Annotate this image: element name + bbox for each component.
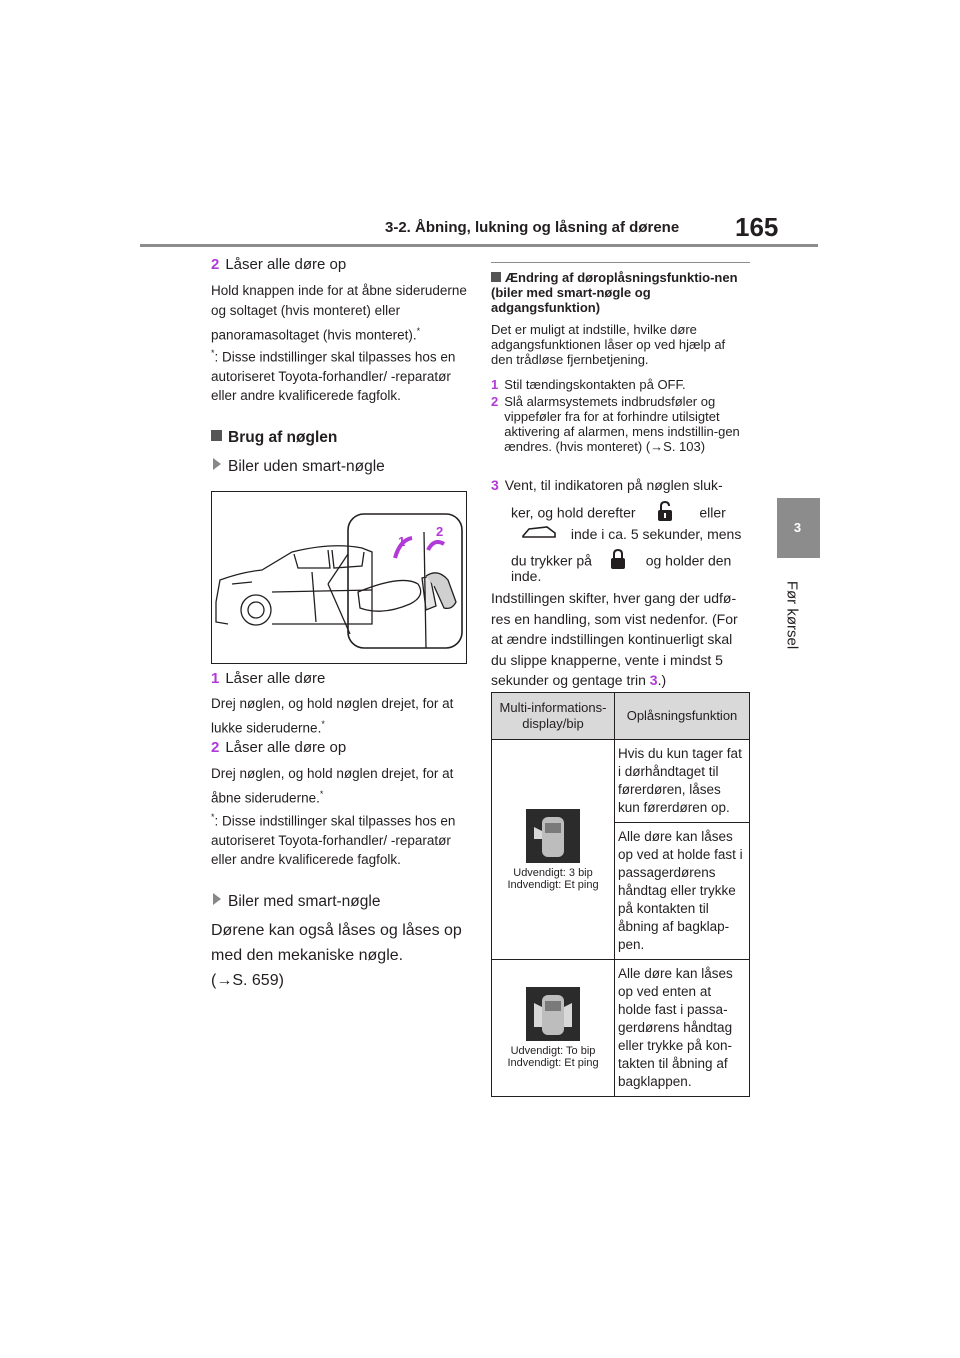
table-cell-display-1: Udvendigt: 3 bip Indvendigt: Et ping (492, 740, 615, 960)
right-intro: Det er muligt at indstille, hvilke døre adgangsfunktionen låser op ved hjælp af den trådløse fjernbetjening. (491, 322, 726, 367)
right-step-2: 2 Slå alarmsystemets indbrudsføler og vippeføler fra for at forhindre utilsigtet aktivering af alarmen, mens indstillin-gen ændres. (hvis monteret) (→S. 103) (491, 394, 740, 454)
footnote-1: *: Disse indstillinger skal tilpasses hos en autoriseret Toyota-forhandler/ -reparatør eller andre kvalificerede fagfolk. (211, 348, 456, 403)
page-number: 165 (735, 212, 779, 242)
table-header-function: Oplåsningsfunktion (615, 693, 750, 740)
car-display-icon-1 (526, 809, 580, 863)
right-step-1: 1 Stil tændingskontakten på OFF. (491, 377, 686, 392)
smart-key-text: Dørene kan også låses og låses op med den mekaniske nøgle. (→S. 659) (211, 922, 462, 989)
heading-use-key: Brug af nøglen (211, 429, 337, 447)
key-turn-illustration (211, 491, 467, 664)
car-door-key-svg (212, 492, 466, 663)
subheading-no-smart-key: Biler uden smart-nøgle (213, 458, 385, 476)
subheading-smart-key: Biler med smart-nøgle (213, 893, 380, 911)
chapter-tab-line (818, 498, 820, 558)
step-2b-unlock: 2 Låser alle døre op (211, 739, 347, 756)
step-2-unlock: 2 Låser alle døre op (211, 256, 347, 273)
step-2b-description: Drej nøglen, og hold nøglen drejet, for at åbne sideruderne.* (211, 766, 454, 806)
step-1-description: Drej nøglen, og hold nøglen drejet, for at lukke sideruderne.* (211, 696, 454, 736)
unlock-settings-table (491, 692, 750, 1097)
figure-label-1: 1 (398, 534, 406, 549)
table-cell-function-1a: Hvis du kun tager fat i dørhåndtaget til førerdøren, låses kun førerdøren op. (615, 740, 750, 823)
table-cell-function-2: Alle døre kan låses op ved enten at holde fast i passa-gerdørens håndtag eller trykke på kon-takten til åbning af bagklappen. (615, 960, 750, 1097)
table-header-display: Multi-informations-display/bip (492, 693, 615, 740)
step-3-line-2: ker, og hold derefter eller (511, 500, 726, 528)
step-3-line-3: inde i ca. 5 sekunder, mens (511, 524, 741, 546)
heading-unlock-function: Ændring af døroplåsningsfunktio-nen (biler med smart-nøgle og adgangsfunktion) (491, 270, 738, 315)
lock-button-icon (610, 548, 626, 576)
step-2-description: Hold knappen inde for at åbne sideruderne og soltaget (hvis monteret) eller panoramasoltaget (hvis monteret).* (211, 283, 467, 343)
chapter-tab: 3 (777, 498, 818, 558)
car-display-icon-2 (526, 987, 580, 1041)
footnote-2: *: Disse indstillinger skal tilpasses hos en autoriseret Toyota-forhandler/ -reparatør eller andre kvalificerede fagfolk. (211, 812, 456, 867)
back-door-button-icon (521, 524, 557, 546)
right-step-3: 3 Vent, til indikatoren på nøglen sluk- (491, 477, 723, 493)
page-ref-link[interactable]: (→S. 659) (211, 972, 284, 989)
right-rule (491, 262, 750, 263)
step-1-lock: 1 Låser alle døre (211, 670, 326, 687)
table-cell-display-2: Udvendigt: To bip Indvendigt: Et ping (492, 960, 615, 1097)
step-3-line-4: du trykker på og holder den (511, 548, 731, 576)
chapter-label: Før kørsel (783, 580, 801, 650)
figure-label-2: 2 (436, 524, 444, 539)
table-cell-function-1b: Alle døre kan låses op ved at holde fast i passagerdørens håndtag eller trykke på kontakten til åbning af bagklap-pen. (615, 823, 750, 960)
right-paragraph: Indstillingen skifter, hver gang der udfø-res en handling, som vist nedenfor. (For at ændre indstillingen kontinuerligt skal du slippe knapperne, vente i mindst 5 sekunder og gentage trin 3.) (491, 590, 738, 688)
header-rule (140, 244, 818, 247)
section-title: 3-2. Åbning, lukning og låsning af dørene (385, 219, 680, 236)
step-3-line-5: inde. (511, 568, 542, 584)
